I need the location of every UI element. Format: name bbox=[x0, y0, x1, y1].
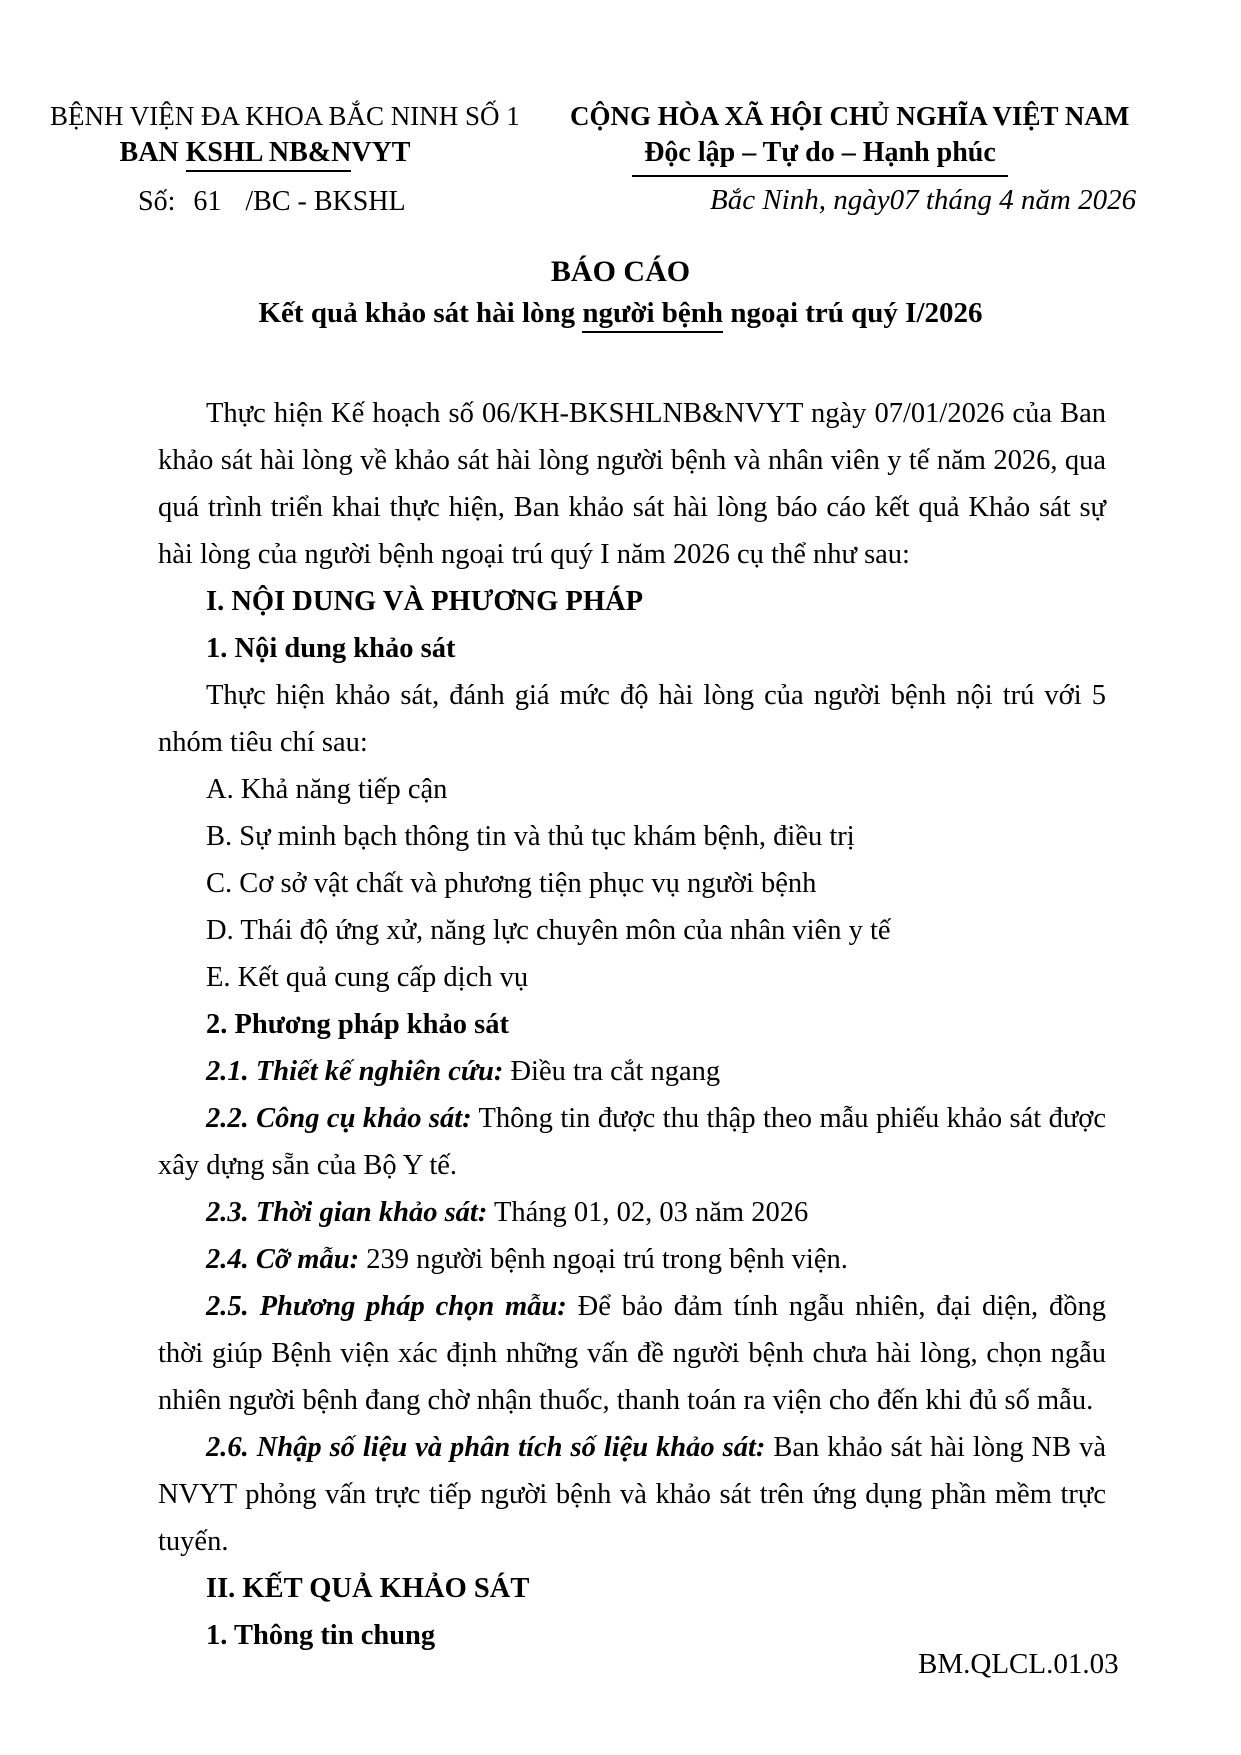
doc-number-label: Số: bbox=[138, 186, 176, 217]
method-item-2-6 bbox=[158, 1424, 1106, 1565]
org-unit-prefix: BAN bbox=[119, 137, 186, 168]
method-item-2-5-text: Để bảo đảm tính ngẫu nhiên, đại diện, đồng thời giúp Bệnh viện xác định những vấn đề người bệnh chưa hài lòng, chọn ngẫu nhiên người bệnh đang chờ nhận thuốc, thanh toán ra viện cho đến khi đủ số mẫu. bbox=[158, 1291, 1106, 1416]
criteria-item-b: B. Sự minh bạch thông tin và thủ tục khám bệnh, điều trị bbox=[206, 821, 855, 852]
org-name: BỆNH VIỆN ĐA KHOA BẮC NINH SỐ 1 bbox=[50, 101, 520, 131]
report-body bbox=[158, 390, 1106, 1659]
report-subtitle-prefix: Kết quả khảo sát hài lòng bbox=[258, 297, 583, 329]
criteria-item-e: E. Kết quả cung cấp dịch vụ bbox=[206, 962, 529, 993]
org-header bbox=[50, 98, 520, 172]
method-item-2-4 bbox=[158, 1236, 1106, 1283]
method-item-2-3-text: Tháng 01, 02, 03 năm 2026 bbox=[487, 1197, 809, 1228]
section-ii-heading: II. KẾT QUẢ KHẢO SÁT bbox=[206, 1573, 530, 1604]
method-item-2-6-label: 2.6. Nhập số liệu và phân tích số liệu khảo sát: bbox=[206, 1432, 766, 1463]
org-unit-suffix: VYT bbox=[351, 137, 411, 168]
method-item-2-5-label: 2.5. Phương pháp chọn mẫu: bbox=[206, 1291, 567, 1322]
method-item-2-6-text: Ban khảo sát hài lòng NB và NVYT phỏng vấn trực tiếp người bệnh và khảo sát trên ứng dụng phần mềm trực tuyến. bbox=[158, 1432, 1106, 1557]
method-item-2-4-text: 239 người bệnh ngoại trú trong bệnh viện. bbox=[359, 1244, 848, 1275]
subsection-1-lead: Thực hiện khảo sát, đánh giá mức độ hài lòng của người bệnh nội trú với 5 nhóm tiêu chí sau: bbox=[158, 680, 1106, 758]
criteria-item-d: D. Thái độ ứng xử, năng lực chuyên môn của nhân viên y tế bbox=[206, 915, 891, 946]
title-block bbox=[0, 252, 1241, 334]
report-subtitle-suffix: ngoại trú quý I/2026 bbox=[723, 297, 983, 329]
method-item-2-2-text: Thông tin được thu thập theo mẫu phiếu khảo sát được xây dựng sẵn của Bộ Y tế. bbox=[158, 1103, 1106, 1181]
national-motto bbox=[570, 134, 1070, 177]
method-item-2-1 bbox=[158, 1048, 1106, 1095]
method-item-2-5 bbox=[158, 1283, 1106, 1424]
org-unit bbox=[50, 134, 480, 172]
method-item-2-2-label: 2.2. Công cụ khảo sát: bbox=[206, 1103, 472, 1134]
section-i-heading: I. NỘI DUNG VÀ PHƯƠNG PHÁP bbox=[206, 586, 643, 617]
method-item-2-1-text: Điều tra cắt ngang bbox=[503, 1056, 721, 1087]
criteria-item-c: C. Cơ sở vật chất và phương tiện phục vụ người bệnh bbox=[206, 868, 817, 899]
method-item-2-2 bbox=[158, 1095, 1106, 1189]
doc-number-line bbox=[138, 186, 406, 218]
intro-paragraph: Thực hiện Kế hoạch số 06/KH-BKSHLNB&NVYT ngày 07/01/2026 của Ban khảo sát hài lòng về khảo sát hài lòng người bệnh và nhân viên y tế năm 2026, qua quá trình triển khai thực hiện, Ban khảo sát hài lòng báo cáo kết quả Khảo sát sự hài lòng của người bệnh ngoại trú quý I năm 2026 cụ thể như sau: bbox=[158, 398, 1106, 570]
national-header bbox=[570, 98, 1130, 177]
general-info-heading: 1. Thông tin chung bbox=[206, 1620, 436, 1651]
place-date-line: Bắc Ninh, ngày07 tháng 4 năm 2026 bbox=[710, 184, 1137, 216]
method-item-2-3-label: 2.3. Thời gian khảo sát: bbox=[206, 1197, 488, 1228]
report-title: BÁO CÁO bbox=[550, 255, 691, 288]
doc-number-value: 61 bbox=[193, 186, 222, 217]
criteria-item-a: A. Khả năng tiếp cận bbox=[206, 774, 448, 805]
national-title: CỘNG HÒA XÃ HỘI CHỦ NGHĨA VIỆT NAM bbox=[570, 101, 1130, 131]
method-item-2-3 bbox=[158, 1189, 1106, 1236]
report-subtitle-underlined: người bệnh bbox=[582, 297, 723, 333]
form-code: BM.QLCL.01.03 bbox=[918, 1648, 1119, 1680]
method-item-2-1-label: 2.1. Thiết kế nghiên cứu: bbox=[206, 1056, 504, 1087]
report-subtitle bbox=[0, 292, 1241, 334]
subsection-2-heading: 2. Phương pháp khảo sát bbox=[206, 1009, 509, 1040]
doc-number-suffix: /BC - BKSHL bbox=[245, 186, 406, 217]
subsection-1-heading: 1. Nội dung khảo sát bbox=[206, 633, 456, 664]
org-unit-underlined: KSHL NB&N bbox=[186, 137, 352, 172]
method-item-2-4-label: 2.4. Cỡ mẫu: bbox=[206, 1244, 360, 1275]
national-motto-text: Độc lập – Tự do – Hạnh phúc bbox=[632, 134, 1008, 177]
